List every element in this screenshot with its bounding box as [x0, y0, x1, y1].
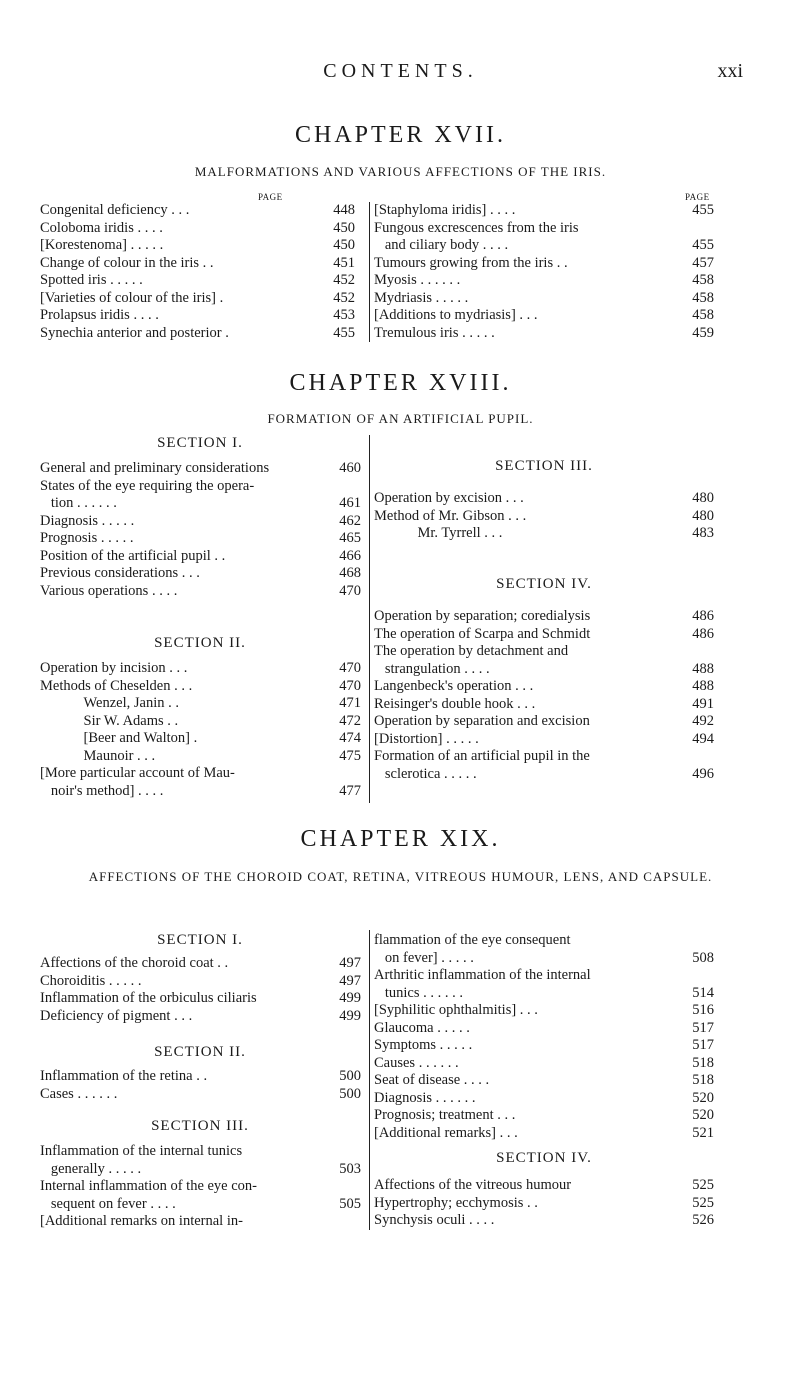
toc-entry — [40, 513, 361, 531]
toc-entry-title: flammation of the eye consequent — [374, 932, 571, 948]
toc-entry — [40, 713, 361, 731]
toc-entry-title: [More particular account of Mau- — [40, 765, 235, 781]
toc-entry-page: 450 — [333, 219, 355, 236]
toc-entry — [374, 202, 714, 220]
toc-entry-title: generally . . . . . — [40, 1160, 142, 1177]
ch17-left-list — [40, 202, 355, 342]
toc-entry — [374, 237, 714, 255]
toc-entry — [40, 565, 361, 583]
toc-entry — [374, 932, 714, 950]
toc-entry-title: sclerotica . . . . . — [374, 765, 477, 782]
toc-entry-page: 452 — [333, 272, 355, 288]
toc-entry-title: and ciliary body . . . . — [374, 237, 509, 253]
toc-entry-page: 460 — [339, 460, 361, 476]
toc-entry — [374, 1037, 714, 1055]
toc-entry-title: Affections of the choroid coat . . — [40, 955, 229, 971]
ch18-section-2-heading: SECTION II. — [154, 635, 246, 651]
toc-entry-title: [Staphyloma iridis] . . . . — [374, 202, 516, 218]
toc-entry-page: 503 — [339, 1160, 361, 1177]
toc-entry-title: [Syphilitic ophthalmitis] . . . — [374, 1002, 538, 1018]
toc-entry — [374, 661, 714, 679]
toc-entry — [40, 1008, 361, 1026]
toc-entry-page: 526 — [692, 1212, 714, 1228]
toc-entry-page: 451 — [333, 254, 355, 271]
toc-entry-page: 525 — [692, 1194, 714, 1211]
toc-entry-title: Maunoir . . . — [40, 747, 156, 764]
ch19-section-1-list — [40, 955, 361, 1025]
toc-entry — [40, 955, 361, 973]
toc-entry-title: Mydriasis . . . . . — [374, 289, 469, 306]
toc-entry-page: 459 — [692, 324, 714, 341]
toc-entry — [40, 237, 355, 255]
toc-entry-title: Diagnosis . . . . . . — [374, 1089, 476, 1106]
toc-entry-title: [Korestenoma] . . . . . — [40, 237, 164, 253]
toc-entry-title: Coloboma iridis . . . . — [40, 219, 163, 236]
toc-entry-title: Spotted iris . . . . . — [40, 272, 143, 288]
toc-entry-page: 458 — [692, 272, 714, 288]
toc-entry-page: 470 — [339, 660, 361, 676]
toc-entry — [40, 1143, 361, 1161]
toc-entry-page: 517 — [692, 1037, 714, 1053]
ch18-section-1-list — [40, 460, 361, 600]
toc-entry-title: Tumours growing from the iris . . — [374, 254, 568, 271]
toc-entry-page: 517 — [692, 1019, 714, 1036]
toc-entry-title: Prognosis . . . . . — [40, 530, 134, 546]
toc-entry — [40, 220, 355, 238]
toc-entry — [40, 1178, 361, 1196]
toc-entry-title: Causes . . . . . . — [374, 1054, 459, 1071]
toc-entry-title: tion . . . . . . — [40, 495, 117, 511]
toc-entry-title: Langenbeck's operation . . . — [374, 678, 534, 694]
toc-entry — [374, 1020, 714, 1038]
toc-entry — [374, 220, 714, 238]
toc-entry — [374, 1177, 714, 1195]
chapter-17-title: CHAPTER XVII. — [295, 122, 506, 148]
toc-entry-title: Tremulous iris . . . . . — [374, 324, 495, 341]
toc-entry-page: 470 — [339, 677, 361, 694]
toc-entry-page: 455 — [692, 202, 714, 218]
toc-entry-title: The operation of Scarpa and Schmidt — [374, 625, 591, 642]
toc-entry — [374, 731, 714, 749]
toc-entry — [374, 1055, 714, 1073]
toc-entry-title: Change of colour in the iris . . — [40, 254, 214, 271]
ch19-section-2-list — [40, 1068, 361, 1103]
toc-entry-title: [Additions to mydriasis] . . . — [374, 307, 538, 323]
toc-entry-page: 525 — [692, 1177, 714, 1193]
ch18-section-1-heading: SECTION I. — [157, 435, 243, 451]
toc-entry-title: [Varieties of colour of the iris] . — [40, 289, 224, 306]
toc-entry — [40, 1086, 361, 1104]
toc-entry — [40, 530, 361, 548]
toc-entry-page: 499 — [339, 990, 361, 1006]
toc-entry — [374, 748, 714, 766]
toc-entry — [374, 508, 714, 526]
toc-entry-title: Operation by excision . . . — [374, 490, 524, 506]
toc-entry-page: 466 — [339, 547, 361, 564]
toc-entry — [374, 1072, 714, 1090]
column-divider — [369, 930, 370, 1230]
toc-entry — [40, 730, 361, 748]
toc-entry-title: strangulation . . . . — [374, 660, 490, 677]
toc-entry-page: 474 — [339, 730, 361, 746]
toc-entry-title: Affections of the vitreous humour — [374, 1177, 572, 1193]
toc-entry-title: on fever] . . . . . — [374, 949, 474, 966]
toc-entry — [374, 608, 714, 626]
toc-entry — [374, 325, 714, 343]
toc-entry — [40, 272, 355, 290]
toc-entry — [374, 1125, 714, 1143]
toc-entry-title: tunics . . . . . . — [374, 984, 464, 1001]
toc-entry-page: 497 — [339, 955, 361, 971]
toc-entry-page: 514 — [692, 984, 714, 1001]
toc-entry — [374, 678, 714, 696]
toc-entry-page: 448 — [333, 202, 355, 218]
chapter-17-subtitle: MALFORMATIONS AND VARIOUS AFFECTIONS OF THE IRIS. — [194, 164, 607, 179]
toc-entry-title: Cases . . . . . . — [40, 1085, 118, 1102]
toc-entry — [374, 307, 714, 325]
toc-entry-page: 505 — [339, 1195, 361, 1212]
toc-entry-title: Symptoms . . . . . — [374, 1037, 473, 1053]
toc-entry-page: 458 — [692, 307, 714, 323]
toc-entry-page: 457 — [692, 254, 714, 271]
toc-entry-title: Mr. Tyrrell . . . — [374, 525, 503, 541]
column-divider — [369, 435, 370, 803]
toc-entry-title: Operation by incision . . . — [40, 660, 188, 676]
toc-entry — [374, 1212, 714, 1230]
toc-entry-page: 470 — [339, 582, 361, 599]
toc-entry-title: [Additional remarks on internal in- — [40, 1213, 243, 1229]
toc-entry-title: The operation by detachment and — [374, 643, 569, 659]
toc-entry-title: Hypertrophy; ecchymosis . . — [374, 1194, 538, 1211]
toc-entry-title: Diagnosis . . . . . — [40, 512, 135, 529]
toc-entry-title: Methods of Cheselden . . . — [40, 677, 193, 694]
toc-entry-page: 477 — [339, 782, 361, 799]
ch18-section-3-heading: SECTION III. — [495, 458, 593, 474]
toc-entry-title: [Distortion] . . . . . — [374, 730, 479, 747]
toc-entry-page: 516 — [692, 1002, 714, 1018]
toc-entry — [40, 325, 355, 343]
toc-entry-title: [Beer and Walton] . — [40, 730, 198, 746]
toc-entry — [40, 1161, 361, 1179]
toc-entry — [374, 1090, 714, 1108]
toc-entry-title: Synchysis oculi . . . . — [374, 1212, 495, 1228]
toc-entry-title: Arthritic inflammation of the internal — [374, 967, 591, 983]
toc-entry-title: Prolapsus iridis . . . . — [40, 307, 159, 323]
toc-entry-page: 488 — [692, 660, 714, 677]
toc-entry-title: Operation by separation; coredialysis — [374, 608, 591, 624]
toc-entry-page: 472 — [339, 712, 361, 729]
toc-entry — [374, 643, 714, 661]
ch18-section-2-list — [40, 660, 361, 800]
toc-entry — [374, 985, 714, 1003]
toc-entry — [374, 967, 714, 985]
toc-entry — [374, 626, 714, 644]
chapter-18-title: CHAPTER XVIII. — [289, 370, 512, 396]
toc-entry-page: 468 — [339, 565, 361, 581]
toc-entry-page: 520 — [692, 1107, 714, 1123]
ch18-section-3-list — [374, 490, 714, 543]
toc-entry-title: Deficiency of pigment . . . — [40, 1007, 193, 1024]
toc-entry-title: General and preliminary considerations — [40, 460, 270, 476]
toc-entry-page: 500 — [339, 1068, 361, 1084]
toc-entry-page: 488 — [692, 678, 714, 694]
toc-entry-page: 465 — [339, 530, 361, 546]
toc-entry — [40, 748, 361, 766]
toc-entry-title: Internal inflammation of the eye con- — [40, 1178, 258, 1194]
toc-entry-title: noir's method] . . . . — [40, 782, 164, 799]
toc-entry — [374, 272, 714, 290]
ch19-section-4-list — [374, 1177, 714, 1230]
toc-entry-page: 521 — [692, 1124, 714, 1141]
toc-entry-page: 461 — [339, 495, 361, 511]
toc-entry — [40, 290, 355, 308]
toc-entry-title: Wenzel, Janin . . — [40, 695, 179, 711]
toc-entry-page: 480 — [692, 490, 714, 506]
toc-entry-title: States of the eye requiring the opera- — [40, 477, 255, 494]
toc-entry-page: 494 — [692, 730, 714, 747]
toc-entry — [374, 1195, 714, 1213]
toc-entry — [374, 255, 714, 273]
ch19-section-2-heading: SECTION II. — [154, 1044, 246, 1060]
toc-entry — [374, 290, 714, 308]
header-page-number: xxi — [717, 60, 743, 82]
toc-entry — [374, 490, 714, 508]
toc-entry-title: Prognosis; treatment . . . — [374, 1107, 516, 1123]
toc-entry — [40, 307, 355, 325]
toc-entry — [374, 713, 714, 731]
toc-entry-title: Various operations . . . . — [40, 582, 178, 599]
toc-entry-title: Choroiditis . . . . . — [40, 972, 142, 989]
toc-entry-page: 518 — [692, 1054, 714, 1071]
toc-entry-title: Inflammation of the internal tunics — [40, 1143, 243, 1159]
toc-entry-title: Operation by separation and excision — [374, 713, 590, 729]
toc-entry-page: 520 — [692, 1089, 714, 1106]
toc-entry — [40, 1213, 361, 1231]
toc-entry — [374, 696, 714, 714]
toc-entry — [374, 525, 714, 543]
toc-entry-page: 499 — [339, 1007, 361, 1024]
toc-entry-title: Inflammation of the retina . . — [40, 1068, 208, 1084]
toc-entry — [374, 1107, 714, 1125]
toc-entry-title: Synechia anterior and posterior . — [40, 324, 229, 341]
ch19-section-3-list — [40, 1143, 361, 1231]
toc-entry — [374, 1002, 714, 1020]
toc-entry-page: 450 — [333, 237, 355, 253]
toc-entry-title: Sir W. Adams . . — [40, 712, 179, 729]
toc-entry-title: Fungous excrescences from the iris — [374, 219, 579, 236]
ch18-section-4-list — [374, 608, 714, 783]
toc-entry-page: 483 — [692, 525, 714, 541]
ch19-section-4-heading: SECTION IV. — [496, 1150, 592, 1166]
toc-entry-title: [Additional remarks] . . . — [374, 1124, 518, 1141]
toc-entry-page: 497 — [339, 972, 361, 989]
toc-entry — [374, 766, 714, 784]
toc-entry-page: 486 — [692, 625, 714, 642]
toc-entry-page: 453 — [333, 307, 355, 323]
ch17-right-page-label: PAGE — [685, 192, 710, 202]
toc-entry-title: Method of Mr. Gibson . . . — [374, 507, 527, 524]
toc-entry — [40, 973, 361, 991]
toc-entry-title: Seat of disease . . . . — [374, 1072, 490, 1088]
chapter-18-subtitle: FORMATION OF AN ARTIFICIAL PUPIL. — [267, 411, 534, 426]
toc-entry-title: Reisinger's double hook . . . — [374, 695, 536, 712]
ch19-right-list — [374, 932, 714, 1142]
toc-entry — [40, 1196, 361, 1214]
toc-entry-page: 458 — [692, 289, 714, 306]
toc-entry-page: 518 — [692, 1072, 714, 1088]
toc-entry-title: Position of the artificial pupil . . — [40, 547, 226, 564]
toc-entry-page: 452 — [333, 289, 355, 306]
ch19-section-3-heading: SECTION III. — [151, 1118, 249, 1134]
toc-entry-page: 480 — [692, 507, 714, 524]
toc-entry-title: Myosis . . . . . . — [374, 272, 461, 288]
toc-entry — [40, 783, 361, 801]
ch19-section-1-heading: SECTION I. — [157, 932, 243, 948]
column-divider — [369, 202, 370, 342]
toc-entry-page: 508 — [692, 949, 714, 966]
header-title: CONTENTS. — [323, 60, 478, 82]
toc-entry-page: 486 — [692, 608, 714, 624]
toc-entry-page: 462 — [339, 512, 361, 529]
toc-entry — [40, 202, 355, 220]
ch17-right-list — [374, 202, 714, 342]
toc-entry — [40, 478, 361, 496]
ch18-section-4-heading: SECTION IV. — [496, 576, 592, 592]
toc-entry-page: 455 — [333, 324, 355, 341]
toc-entry-title: Inflammation of the orbiculus ciliaris — [40, 990, 257, 1006]
chapter-19-subtitle: AFFECTIONS OF THE CHOROID COAT, RETINA, VITREOUS HUMOUR, LENS, AND CAPSULE. — [88, 869, 713, 884]
toc-entry-page: 491 — [692, 695, 714, 712]
toc-entry — [40, 460, 361, 478]
toc-entry-page: 455 — [692, 237, 714, 253]
toc-entry — [40, 495, 361, 513]
toc-entry — [40, 255, 355, 273]
toc-entry — [40, 990, 361, 1008]
toc-entry-title: Previous considerations . . . — [40, 565, 200, 581]
toc-entry — [40, 765, 361, 783]
toc-entry — [374, 950, 714, 968]
chapter-19-title: CHAPTER XIX. — [300, 826, 501, 852]
toc-entry-page: 492 — [692, 713, 714, 729]
toc-entry-page: 500 — [339, 1085, 361, 1102]
toc-entry-page: 496 — [692, 765, 714, 782]
toc-entry-page: 471 — [339, 695, 361, 711]
toc-entry — [40, 583, 361, 601]
toc-entry — [40, 660, 361, 678]
ch17-left-page-label: PAGE — [258, 192, 283, 202]
toc-entry — [40, 695, 361, 713]
toc-entry-page: 475 — [339, 747, 361, 764]
toc-entry — [40, 678, 361, 696]
toc-entry — [40, 1068, 361, 1086]
toc-entry-title: Formation of an artificial pupil in the — [374, 748, 590, 764]
toc-entry-title: Glaucoma . . . . . — [374, 1019, 470, 1036]
toc-entry-title: sequent on fever . . . . — [40, 1195, 176, 1212]
toc-entry-title: Congenital deficiency . . . — [40, 202, 190, 218]
running-header — [0, 60, 801, 90]
toc-entry — [40, 548, 361, 566]
